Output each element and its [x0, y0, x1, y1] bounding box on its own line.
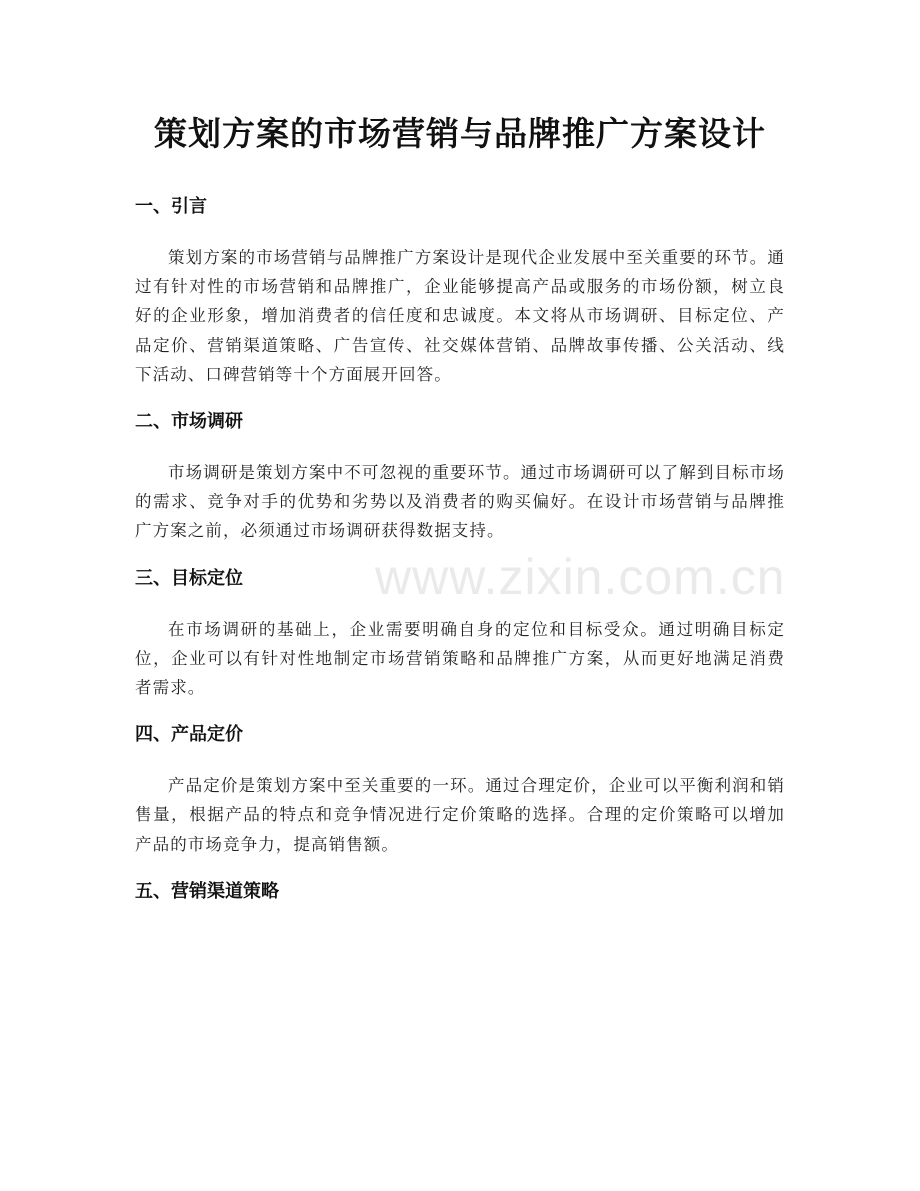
- section-heading: 二、市场调研: [135, 411, 243, 433]
- section-paragraph: 策划方案的市场营销与品牌推广方案设计是现代企业发展中至关重要的环节。通过有针对性的市场营销和品牌推广，企业能够提高产品或服务的市场份额，树立良好的企业形象，增加消费者的信任度和忠诚度。本文将从市场调研、目标定位、产品定价、营销渠道策略、广告宣传、社交媒体营销、品牌故事传播、公关活动、线下活动、口碑营销等十个方面展开回答。: [135, 248, 785, 384]
- section-market-research: [135, 409, 785, 546]
- section-marketing-channels: [135, 879, 785, 905]
- section-paragraph: 在市场调研的基础上，企业需要明确自身的定位和目标受众。通过明确目标定位，企业可以有针对性地制定市场营销策略和品牌推广方案，从而更好地满足消费者需求。: [135, 619, 785, 698]
- document-title: 策划方案的市场营销与品牌推广方案设计: [154, 114, 766, 153]
- section-introduction: [135, 194, 785, 389]
- section-paragraph: 产品定价是策划方案中至关重要的一环。通过合理定价，企业可以平衡利润和销售量，根据产品的特点和竞争情况进行定价策略的选择。合理的定价策略可以增加产品的市场竞争力，提高销售额。: [135, 776, 785, 854]
- section-heading: 一、引言: [135, 196, 207, 217]
- section-paragraph: 市场调研是策划方案中不可忽视的重要环节。通过市场调研可以了解到目标市场的需求、竞争对手的优势和劣势以及消费者的购买偏好。在设计市场营销与品牌推广方案之前，必须通过市场调研获得数据支持。: [135, 463, 785, 541]
- section-heading: 四、产品定价: [135, 724, 243, 746]
- watermark: www.zixin.com.cn: [375, 549, 786, 605]
- section-target-positioning: [135, 566, 785, 703]
- section-product-pricing: [135, 722, 785, 859]
- section-heading: 五、营销渠道策略: [135, 880, 279, 902]
- section-heading: 三、目标定位: [135, 567, 243, 589]
